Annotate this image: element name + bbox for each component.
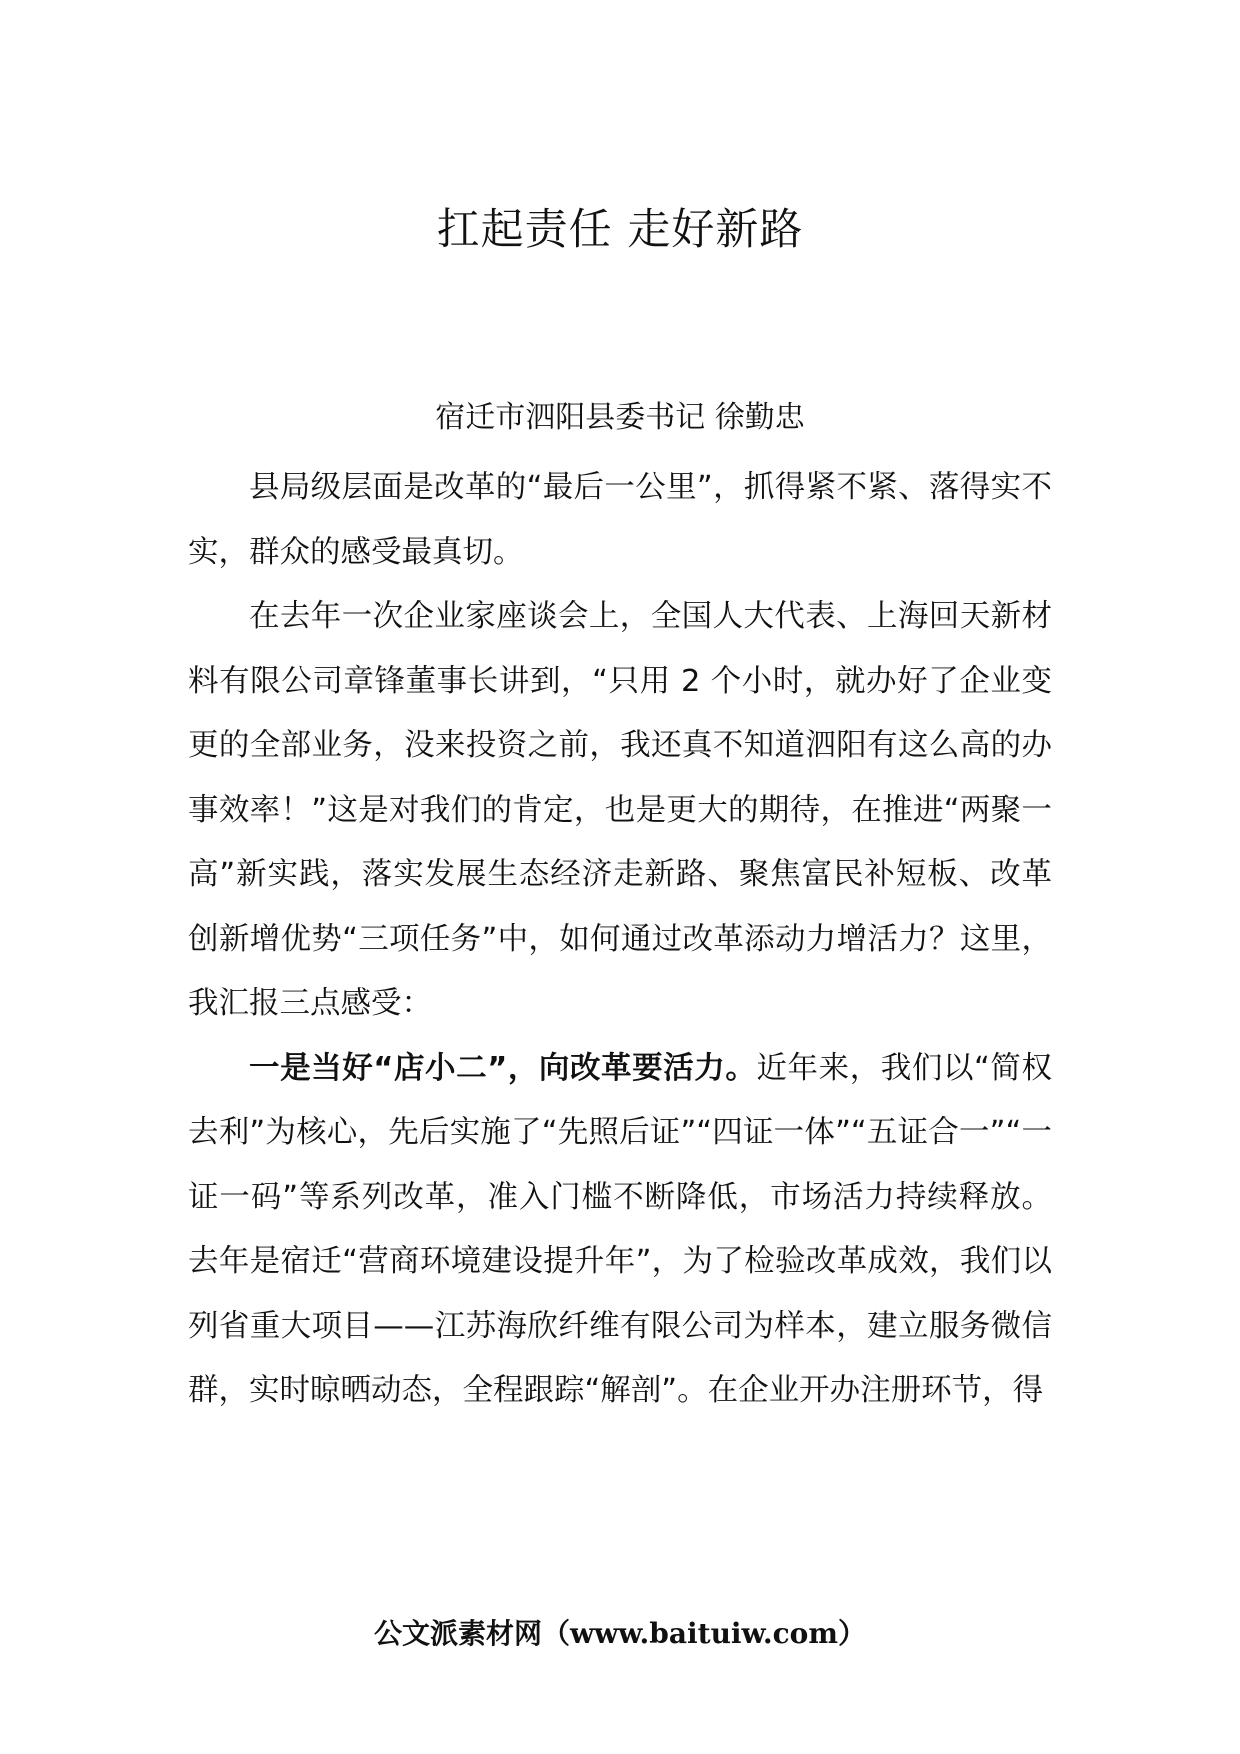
body-paragraph-3: [188, 1037, 1052, 1424]
paragraph-text: 县局级层面是改革的“最后一公里”，抓得紧不紧、落得实不实，群众的感受最真切。: [188, 470, 1052, 570]
document-author: 宿迁市泗阳县委书记 徐勤忠: [435, 400, 805, 435]
paragraph-text: 近年来，我们以“简权去利”为核心，先后实施了“先照后证”“四证一体”“五证合一”“一证一码”等系列改革，准入门槛不断降低，市场活力持续释放。去年是宿迁“营商环境建设提升年”，为了检验改革成效，我们以列省重大项目——江苏海欣纤维有限公司为样本，建立服务微信群，实时晾晒动态，全程跟踪“解剖”。在企业开办注册环节，得: [188, 1050, 1052, 1408]
body-paragraph-2: [188, 585, 1052, 1037]
paragraph-lead-heading: 一是当好“店小二”，向改革要活力。: [249, 1050, 757, 1086]
document-title: 扛起责任 走好新路: [436, 205, 804, 255]
body-paragraph-1: [188, 456, 1052, 585]
paragraph-text: 在去年一次企业家座谈会上，全国人大代表、上海回天新材料有限公司章锋董事长讲到，“只用 2 个小时，就办好了企业变更的全部业务，没来投资之前，我还真不知道泗阳有这么高的办事效率！”这是对我们的肯定，也是更大的期待，在推进“两聚一高”新实践，落实发展生态经济走新路、聚焦富民补短板、改革创新增优势“三项任务”中，如何通过改革添动力增活力？这里，我汇报三点感受：: [188, 599, 1052, 1021]
footer-watermark: 公文派素材网（www.baituiw.com）: [374, 1617, 866, 1650]
document-body: [188, 456, 1052, 1424]
